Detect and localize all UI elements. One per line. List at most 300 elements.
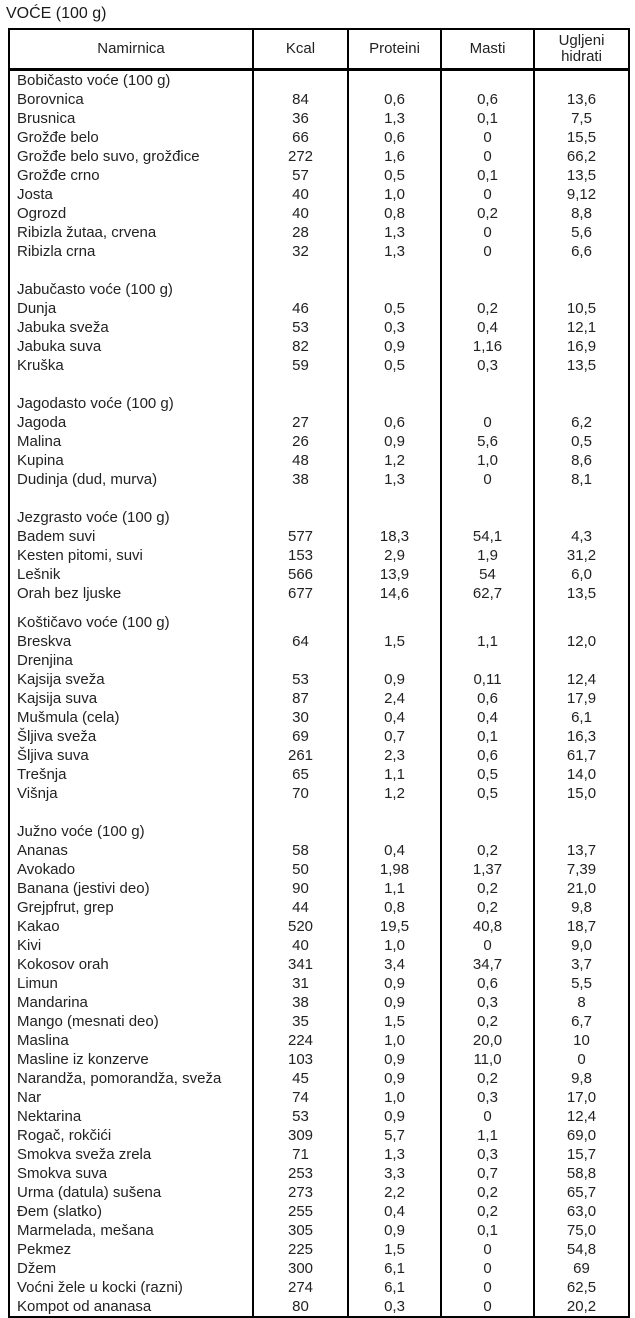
food-name-cell: Šljiva sveža (17, 728, 97, 745)
food-name-cell: Nektarina (17, 1108, 82, 1125)
ugljeni-hidrati-cell: 69,0 (534, 1126, 629, 1145)
ugljeni-hidrati-cell: 7,39 (534, 860, 629, 879)
ugljeni-hidrati-cell: 18,7 (534, 917, 629, 936)
food-name-cell: Kajsija suva (17, 690, 98, 707)
kcal-cell: 566 (253, 565, 348, 584)
kcal-cell: 87 (253, 689, 348, 708)
food-name-cell: Drenjina (17, 652, 73, 669)
proteini-cell (348, 70, 441, 91)
food-name-cell: Trešnja (17, 766, 67, 783)
masti-cell: 20,0 (441, 1031, 534, 1050)
proteini-cell: 1,3 (348, 470, 441, 489)
ugljeni-hidrati-cell: 8,8 (534, 204, 629, 223)
masti-cell (441, 375, 534, 394)
kcal-cell (253, 508, 348, 527)
food-name-cell: Kakao (17, 918, 60, 935)
masti-cell: 0,6 (441, 746, 534, 765)
food-name-cell: Malina (17, 433, 62, 450)
proteini-cell: 0,4 (348, 1202, 441, 1221)
kcal-cell: 45 (253, 1069, 348, 1088)
masti-cell (441, 803, 534, 822)
ugljeni-hidrati-cell: 0,5 (534, 432, 629, 451)
proteini-cell: 0,6 (348, 413, 441, 432)
kcal-cell: 30 (253, 708, 348, 727)
ugljeni-hidrati-cell: 7,5 (534, 109, 629, 128)
proteini-cell: 5,7 (348, 1126, 441, 1145)
ugljeni-hidrati-cell: 69 (534, 1259, 629, 1278)
ugljeni-hidrati-cell: 4,3 (534, 527, 629, 546)
food-row (9, 746, 629, 765)
food-row (9, 470, 629, 489)
ugljeni-hidrati-cell: 58,8 (534, 1164, 629, 1183)
kcal-cell (253, 822, 348, 841)
ugljeni-hidrati-cell: 9,0 (534, 936, 629, 955)
proteini-cell: 18,3 (348, 527, 441, 546)
kcal-cell: 27 (253, 413, 348, 432)
kcal-cell: 32 (253, 242, 348, 261)
food-name-cell: Urma (datula) sušena (17, 1184, 162, 1201)
masti-cell: 0,5 (441, 784, 534, 803)
ugljeni-hidrati-cell (534, 375, 629, 394)
food-name-cell: Grožđe belo (17, 129, 99, 146)
kcal-cell: 309 (253, 1126, 348, 1145)
kcal-cell: 677 (253, 584, 348, 603)
food-row (9, 451, 629, 470)
proteini-cell (348, 822, 441, 841)
kcal-cell: 35 (253, 1012, 348, 1031)
ugljeni-hidrati-cell: 6,7 (534, 1012, 629, 1031)
section-title-cell: Koštičavo voće (100 g) (17, 614, 170, 631)
food-row (9, 651, 629, 670)
food-name-cell: Kupina (17, 452, 64, 469)
masti-cell: 1,9 (441, 546, 534, 565)
food-row (9, 974, 629, 993)
food-row (9, 708, 629, 727)
food-row (9, 166, 629, 185)
proteini-cell (348, 803, 441, 822)
ugljeni-hidrati-cell (534, 489, 629, 508)
food-name-cell: Mandarina (17, 994, 88, 1011)
proteini-cell: 0,3 (348, 318, 441, 337)
kcal-cell (253, 489, 348, 508)
column-header-kcal: Kcal (253, 29, 348, 70)
food-name-cell: Banana (jestivi deo) (17, 880, 150, 897)
masti-cell (441, 822, 534, 841)
proteini-cell: 1,5 (348, 1240, 441, 1259)
ugljeni-hidrati-cell: 0 (534, 1050, 629, 1069)
proteini-cell (348, 508, 441, 527)
masti-cell: 0,3 (441, 1088, 534, 1107)
food-name-cell: Smokva sveža zrela (17, 1146, 152, 1163)
spacer-row (9, 489, 629, 508)
masti-cell: 0 (441, 185, 534, 204)
spacer-row (9, 375, 629, 394)
kcal-cell: 64 (253, 632, 348, 651)
food-row (9, 689, 629, 708)
food-name-cell: Mango (mesnati deo) (17, 1013, 159, 1030)
nutrition-table (8, 28, 630, 1318)
kcal-cell: 65 (253, 765, 348, 784)
kcal-cell: 40 (253, 204, 348, 223)
food-row (9, 527, 629, 546)
food-row (9, 955, 629, 974)
kcal-cell: 44 (253, 898, 348, 917)
proteini-cell: 1,3 (348, 223, 441, 242)
kcal-cell: 40 (253, 185, 348, 204)
food-name-cell: Mušmula (cela) (17, 709, 120, 726)
masti-cell: 0,2 (441, 1202, 534, 1221)
ugljeni-hidrati-cell: 12,1 (534, 318, 629, 337)
food-row (9, 546, 629, 565)
masti-cell: 0,1 (441, 727, 534, 746)
masti-cell: 40,8 (441, 917, 534, 936)
food-row (9, 1297, 629, 1317)
table-body (9, 70, 629, 1318)
kcal-cell: 53 (253, 1107, 348, 1126)
ugljeni-hidrati-cell (534, 508, 629, 527)
kcal-cell (253, 394, 348, 413)
kcal-cell: 38 (253, 470, 348, 489)
ugljeni-hidrati-cell: 9,8 (534, 898, 629, 917)
proteini-cell: 0,4 (348, 841, 441, 860)
kcal-cell: 577 (253, 527, 348, 546)
masti-cell: 0 (441, 1240, 534, 1259)
food-row (9, 432, 629, 451)
food-name-cell: Grejpfrut, grep (17, 899, 114, 916)
kcal-cell (253, 261, 348, 280)
food-name-cell (9, 375, 253, 394)
masti-cell: 54 (441, 565, 534, 584)
proteini-cell: 0,9 (348, 432, 441, 451)
food-row (9, 242, 629, 261)
ugljeni-hidrati-cell: 6,2 (534, 413, 629, 432)
ugljeni-hidrati-cell: 13,6 (534, 90, 629, 109)
kcal-cell: 255 (253, 1202, 348, 1221)
proteini-cell: 1,3 (348, 1145, 441, 1164)
proteini-cell: 0,9 (348, 1069, 441, 1088)
masti-cell: 0,3 (441, 1145, 534, 1164)
kcal-cell: 253 (253, 1164, 348, 1183)
masti-cell: 0 (441, 147, 534, 166)
food-row (9, 109, 629, 128)
ugljeni-hidrati-cell: 13,5 (534, 356, 629, 375)
proteini-cell: 0,6 (348, 128, 441, 147)
food-row (9, 413, 629, 432)
masti-cell: 1,16 (441, 337, 534, 356)
food-row (9, 128, 629, 147)
food-row (9, 1278, 629, 1297)
proteini-cell: 0,9 (348, 1107, 441, 1126)
masti-cell: 0 (441, 1297, 534, 1317)
section-row (9, 822, 629, 841)
food-name-cell: Jagoda (17, 414, 67, 431)
food-row (9, 1088, 629, 1107)
food-name-cell: Avokado (17, 861, 76, 878)
food-row (9, 898, 629, 917)
proteini-cell (348, 280, 441, 299)
food-row (9, 993, 629, 1012)
food-name-cell: Rogač, rokčići (17, 1127, 112, 1144)
proteini-cell: 0,9 (348, 1050, 441, 1069)
proteini-cell: 0,5 (348, 166, 441, 185)
ugljeni-hidrati-cell: 17,9 (534, 689, 629, 708)
kcal-cell: 90 (253, 879, 348, 898)
proteini-cell: 1,1 (348, 765, 441, 784)
masti-cell: 0 (441, 936, 534, 955)
masti-cell: 0,2 (441, 879, 534, 898)
ugljeni-hidrati-cell: 6,6 (534, 242, 629, 261)
kcal-cell: 66 (253, 128, 348, 147)
masti-cell: 0,2 (441, 1069, 534, 1088)
food-row (9, 565, 629, 584)
kcal-cell: 46 (253, 299, 348, 318)
food-name-cell: Kesten pitomi, suvi (17, 547, 143, 564)
masti-cell: 11,0 (441, 1050, 534, 1069)
proteini-cell: 19,5 (348, 917, 441, 936)
ugljeni-hidrati-cell: 63,0 (534, 1202, 629, 1221)
masti-cell: 0,6 (441, 689, 534, 708)
proteini-cell: 0,9 (348, 337, 441, 356)
proteini-cell: 2,9 (348, 546, 441, 565)
masti-cell: 34,7 (441, 955, 534, 974)
food-name-cell: Kivi (17, 937, 42, 954)
ugljeni-hidrati-cell: 66,2 (534, 147, 629, 166)
ugljeni-hidrati-cell (534, 280, 629, 299)
masti-cell: 0 (441, 1259, 534, 1278)
proteini-cell: 3,4 (348, 955, 441, 974)
kcal-cell: 53 (253, 318, 348, 337)
kcal-cell: 59 (253, 356, 348, 375)
food-name-cell: Borovnica (17, 91, 84, 108)
food-row (9, 860, 629, 879)
masti-cell: 0,1 (441, 1221, 534, 1240)
masti-cell: 0 (441, 223, 534, 242)
food-name-cell: Nar (17, 1089, 42, 1106)
kcal-cell: 272 (253, 147, 348, 166)
masti-cell: 0,3 (441, 356, 534, 375)
section-row (9, 508, 629, 527)
masti-cell: 0,4 (441, 708, 534, 727)
ugljeni-hidrati-cell (534, 70, 629, 91)
ugljeni-hidrati-cell (534, 651, 629, 670)
ugljeni-hidrati-cell: 12,4 (534, 1107, 629, 1126)
proteini-cell: 3,3 (348, 1164, 441, 1183)
food-name-cell: Pekmez (17, 1241, 72, 1258)
food-row (9, 1164, 629, 1183)
food-name-cell: Jabuka suva (17, 338, 102, 355)
proteini-cell (348, 394, 441, 413)
ugljeni-hidrati-cell: 3,7 (534, 955, 629, 974)
proteini-cell: 1,0 (348, 185, 441, 204)
proteini-cell: 0,9 (348, 670, 441, 689)
kcal-cell: 224 (253, 1031, 348, 1050)
masti-cell: 0,2 (441, 898, 534, 917)
ugljeni-hidrati-cell (534, 261, 629, 280)
food-name-cell: Josta (17, 186, 53, 203)
kcal-cell: 82 (253, 337, 348, 356)
column-header-masti: Masti (441, 29, 534, 70)
food-row (9, 90, 629, 109)
food-name-cell: Brusnica (17, 110, 76, 127)
proteini-cell: 0,9 (348, 1221, 441, 1240)
food-name-cell: Kokosov orah (17, 956, 109, 973)
food-name-cell: Ananas (17, 842, 68, 859)
food-row (9, 1050, 629, 1069)
proteini-cell: 0,8 (348, 898, 441, 917)
kcal-cell: 36 (253, 109, 348, 128)
food-row (9, 727, 629, 746)
food-row (9, 917, 629, 936)
ugljeni-hidrati-cell (534, 603, 629, 632)
kcal-cell: 300 (253, 1259, 348, 1278)
ugljeni-hidrati-cell: 65,7 (534, 1183, 629, 1202)
kcal-cell: 48 (253, 451, 348, 470)
kcal-cell: 84 (253, 90, 348, 109)
section-title-cell: Jagodasto voće (100 g) (17, 395, 174, 412)
food-name-cell: Ogrozd (17, 205, 67, 222)
ugljeni-hidrati-cell: 6,1 (534, 708, 629, 727)
proteini-cell: 0,6 (348, 90, 441, 109)
proteini-cell: 0,5 (348, 299, 441, 318)
food-name-cell: Kajsija sveža (17, 671, 105, 688)
masti-cell: 0,4 (441, 318, 534, 337)
section-title-cell: Bobičasto voće (100 g) (17, 72, 171, 89)
masti-cell: 0,2 (441, 1183, 534, 1202)
ugljeni-hidrati-cell: 13,5 (534, 584, 629, 603)
food-name-cell: Masline iz konzerve (17, 1051, 149, 1068)
food-row (9, 356, 629, 375)
section-row (9, 280, 629, 299)
ugljeni-hidrati-cell: 12,4 (534, 670, 629, 689)
food-name-cell: Šljiva suva (17, 747, 89, 764)
spacer-row (9, 261, 629, 280)
masti-cell: 0 (441, 1107, 534, 1126)
masti-cell: 0,5 (441, 765, 534, 784)
kcal-cell: 28 (253, 223, 348, 242)
proteini-cell: 13,9 (348, 565, 441, 584)
food-row (9, 337, 629, 356)
kcal-cell (253, 603, 348, 632)
food-name-cell: Kompot od ananasa (17, 1298, 152, 1315)
kcal-cell: 57 (253, 166, 348, 185)
section-row (9, 394, 629, 413)
masti-cell: 0 (441, 242, 534, 261)
proteini-cell: 0,9 (348, 974, 441, 993)
food-row (9, 584, 629, 603)
masti-cell: 0,7 (441, 1164, 534, 1183)
section-title-cell: Jezgrasto voće (100 g) (17, 509, 170, 526)
food-name-cell (9, 489, 253, 508)
ugljeni-hidrati-cell: 15,0 (534, 784, 629, 803)
proteini-cell: 6,1 (348, 1259, 441, 1278)
proteini-cell: 1,0 (348, 1031, 441, 1050)
food-name-cell: Limun (17, 975, 58, 992)
ugljeni-hidrati-cell: 9,12 (534, 185, 629, 204)
proteini-cell (348, 603, 441, 632)
proteini-cell: 1,0 (348, 1088, 441, 1107)
food-name-cell: Ribizla žutaa, crvena (17, 224, 157, 241)
proteini-cell: 2,2 (348, 1183, 441, 1202)
ugljeni-hidrati-cell (534, 394, 629, 413)
food-name-cell: Dunja (17, 300, 57, 317)
masti-cell: 62,7 (441, 584, 534, 603)
masti-cell: 0 (441, 470, 534, 489)
kcal-cell: 274 (253, 1278, 348, 1297)
ugljeni-hidrati-cell: 75,0 (534, 1221, 629, 1240)
ugljeni-hidrati-cell: 16,9 (534, 337, 629, 356)
food-name-cell: Džem (17, 1260, 57, 1277)
food-name-cell: Grožđe crno (17, 167, 100, 184)
masti-cell: 0,11 (441, 670, 534, 689)
kcal-cell: 80 (253, 1297, 348, 1317)
section-title-cell: Jabučasto voće (100 g) (17, 281, 173, 298)
kcal-cell: 53 (253, 670, 348, 689)
food-row (9, 223, 629, 242)
kcal-cell: 69 (253, 727, 348, 746)
ugljeni-hidrati-cell: 10 (534, 1031, 629, 1050)
ugljeni-hidrati-cell: 13,5 (534, 166, 629, 185)
ugljeni-hidrati-cell: 31,2 (534, 546, 629, 565)
proteini-cell: 0,9 (348, 993, 441, 1012)
masti-cell: 1,37 (441, 860, 534, 879)
masti-cell (441, 70, 534, 91)
kcal-cell (253, 651, 348, 670)
food-name-cell (9, 261, 253, 280)
masti-cell: 0,1 (441, 166, 534, 185)
food-row (9, 318, 629, 337)
ugljeni-hidrati-cell: 61,7 (534, 746, 629, 765)
proteini-cell: 0,3 (348, 1297, 441, 1317)
proteini-cell: 1,0 (348, 936, 441, 955)
masti-cell: 0,2 (441, 841, 534, 860)
kcal-cell (253, 803, 348, 822)
kcal-cell (253, 70, 348, 91)
food-row (9, 1221, 629, 1240)
food-row (9, 784, 629, 803)
kcal-cell: 70 (253, 784, 348, 803)
kcal-cell: 273 (253, 1183, 348, 1202)
ugljeni-hidrati-cell (534, 803, 629, 822)
masti-cell (441, 394, 534, 413)
masti-cell: 0,3 (441, 993, 534, 1012)
masti-cell: 0,6 (441, 974, 534, 993)
masti-cell: 1,0 (441, 451, 534, 470)
kcal-cell: 103 (253, 1050, 348, 1069)
kcal-cell: 71 (253, 1145, 348, 1164)
food-row (9, 1069, 629, 1088)
food-name-cell: Orah bez ljuske (17, 585, 122, 602)
proteini-cell: 1,5 (348, 1012, 441, 1031)
proteini-cell: 0,8 (348, 204, 441, 223)
proteini-cell: 1,2 (348, 784, 441, 803)
proteini-cell: 1,5 (348, 632, 441, 651)
kcal-cell: 26 (253, 432, 348, 451)
food-name-cell: Dudinja (dud, murva) (17, 471, 158, 488)
table-header (9, 29, 629, 70)
masti-cell: 0 (441, 413, 534, 432)
food-name-cell (9, 803, 253, 822)
ugljeni-hidrati-cell: 8,6 (534, 451, 629, 470)
masti-cell: 0,2 (441, 1012, 534, 1031)
ugljeni-hidrati-cell: 13,7 (534, 841, 629, 860)
food-name-cell: Đem (slatko) (17, 1203, 103, 1220)
proteini-cell: 1,3 (348, 242, 441, 261)
food-row (9, 1202, 629, 1221)
masti-cell: 0,1 (441, 109, 534, 128)
column-header-ugljeni-hidrati: Ugljeni hidrati (534, 29, 629, 70)
ugljeni-hidrati-cell: 62,5 (534, 1278, 629, 1297)
proteini-cell: 1,2 (348, 451, 441, 470)
